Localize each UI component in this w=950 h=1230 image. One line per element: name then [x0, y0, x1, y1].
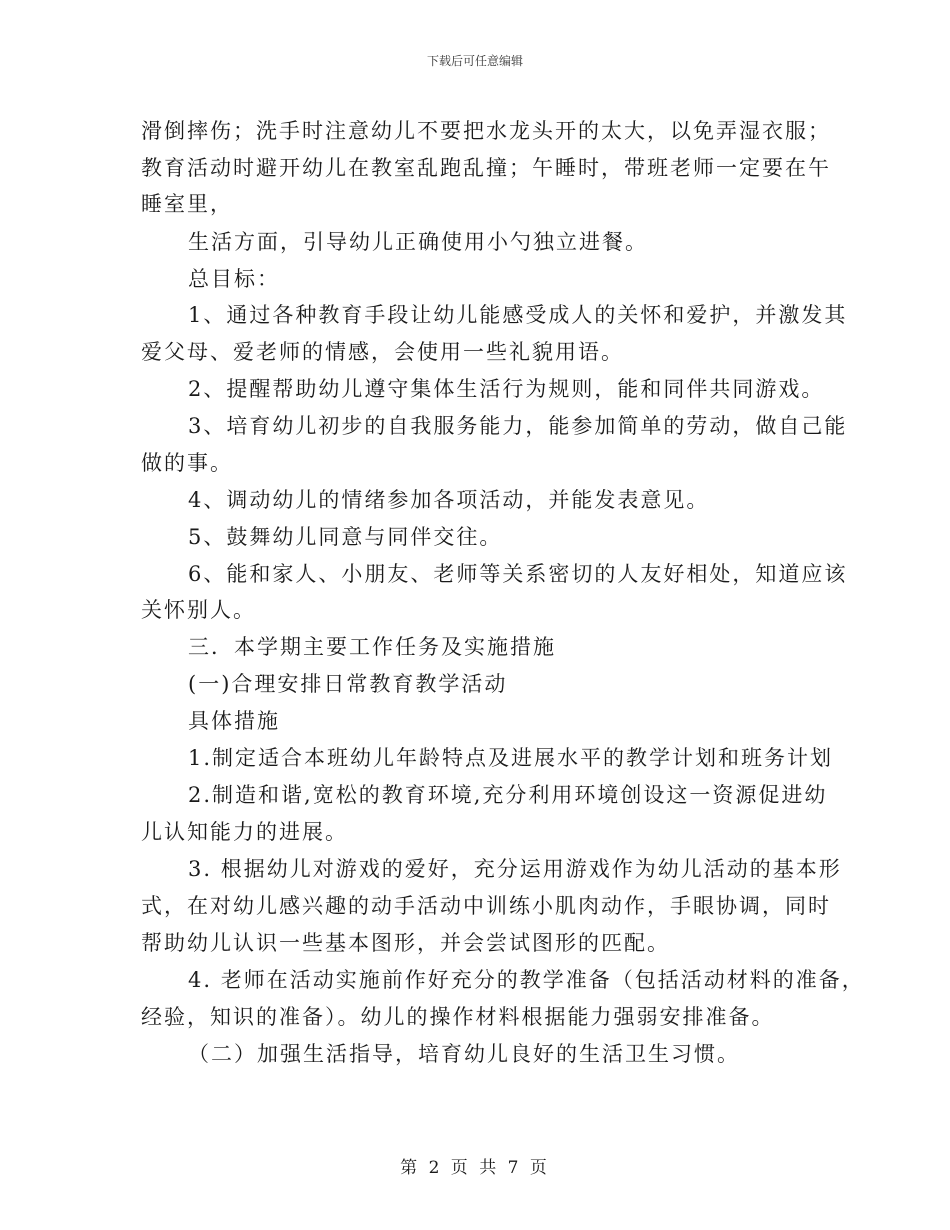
text-line-13: 6、能和家人、小朋友、老师等关系密切的人友好相处，知道应该 [188, 562, 848, 586]
text-line-3: 睡室里， [141, 192, 233, 216]
text-line-23: 帮助幼儿认识一些基本图形，并会尝试图形的匹配。 [141, 931, 670, 955]
text-line-9: 3、培育幼儿初步的自我服务能力，能参加简单的劳动，做自己能 [188, 414, 848, 438]
text-line-19: 2.制造和谐,宽松的教育环境,充分利用环境创设这一资源促进幼 [188, 783, 828, 807]
text-line-11: 4、调动幼儿的情绪参加各项活动，并能发表意见。 [188, 488, 710, 512]
page-number-footer: 第 2 页 共 7 页 [400, 1158, 550, 1178]
text-line-21: 3. 根据幼儿对游戏的爱好，充分运用游戏作为幼儿活动的基本形 [188, 857, 842, 881]
text-line-24: 4. 老师在活动实施前作好充分的教学准备（包括活动材料的准备， [188, 968, 865, 992]
text-line-16: (一)合理安排日常教育教学活动 [188, 672, 508, 696]
text-line-22: 式，在对幼儿感兴趣的动手活动中训练小肌肉动作，手眼协调，同时 [141, 894, 831, 918]
page-header-note: 下载后可任意编辑 [426, 54, 523, 68]
text-line-10: 做的事。 [141, 451, 233, 475]
text-line-5: 总目标： [188, 267, 280, 291]
text-line-1: 滑倒摔伤；洗手时注意幼儿不要把水龙头开的太大，以免弄湿衣服； [141, 119, 831, 143]
text-line-14: 关怀别人。 [141, 598, 256, 622]
text-line-26: （二）加强生活指导，培育幼儿良好的生活卫生习惯。 [188, 1042, 740, 1066]
text-line-6: 1、通过各种教育手段让幼儿能感受成人的关怀和爱护，并激发其 [188, 303, 848, 327]
text-line-4: 生活方面，引导幼儿正确使用小勺独立进餐。 [188, 230, 648, 254]
text-line-18: 1.制定适合本班幼儿年龄特点及进展水平的教学计划和班务计划 [188, 746, 834, 770]
text-line-20: 儿认知能力的进展。 [141, 820, 348, 844]
text-line-17: 具体措施 [188, 709, 280, 733]
text-line-8: 2、提醒帮助幼儿遵守集体生活行为规则，能和同伴共同游戏。 [188, 377, 825, 401]
text-line-7: 爱父母、爱老师的情感，会使用一些礼貌用语。 [141, 340, 624, 364]
text-line-2: 教育活动时避开幼儿在教室乱跑乱撞；午睡时，带班老师一定要在午 [141, 156, 831, 180]
text-line-15: 三．本学期主要工作任务及实施措施 [188, 635, 556, 659]
text-line-25: 经验，知识的准备）。幼儿的操作材料根据能力强弱安排准备。 [141, 1005, 775, 1029]
text-line-12: 5、鼓舞幼儿同意与同伴交往。 [188, 525, 503, 549]
